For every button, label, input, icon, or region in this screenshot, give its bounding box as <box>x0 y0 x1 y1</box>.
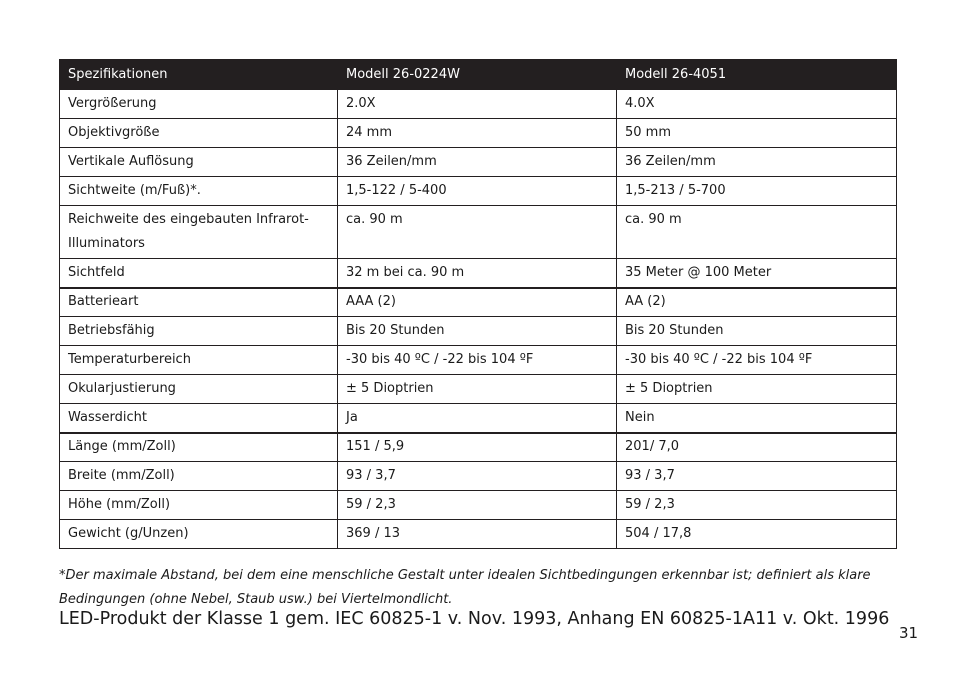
spec-value-model-2: AA (2) <box>617 288 897 317</box>
spec-value-model-2: 35 Meter @ 100 Meter <box>617 259 897 288</box>
table-row <box>60 491 897 520</box>
led-class-note: LED-Produkt der Klasse 1 gem. IEC 60825-1 v. Nov. 1993, Anhang EN 60825-1A11 v. Okt. 1996 <box>59 609 890 629</box>
spec-value-model-1: -30 bis 40 ºC / -22 bis 104 ºF <box>338 346 617 375</box>
spec-value-model-2: -30 bis 40 ºC / -22 bis 104 ºF <box>617 346 897 375</box>
spec-label: Sichtfeld <box>60 259 338 288</box>
header-modell-26-0224w: Modell 26-0224W <box>338 60 617 90</box>
spec-value-model-2: 201/ 7,0 <box>617 433 897 462</box>
spec-value-model-1: Ja <box>338 404 617 433</box>
spec-table <box>59 59 897 549</box>
spec-value-model-2: ca. 90 m <box>617 206 897 259</box>
spec-value-model-2: ± 5 Dioptrien <box>617 375 897 404</box>
table-row <box>60 259 897 288</box>
table-row <box>60 206 897 259</box>
spec-label: Gewicht (g/Unzen) <box>60 520 338 549</box>
spec-value-model-2: Nein <box>617 404 897 433</box>
table-row <box>60 404 897 433</box>
table-row <box>60 462 897 491</box>
table-row <box>60 90 897 119</box>
spec-value-model-1: Bis 20 Stunden <box>338 317 617 346</box>
spec-value-model-1: 24 mm <box>338 119 617 148</box>
table-row <box>60 288 897 317</box>
table-row <box>60 375 897 404</box>
footnote: *Der maximale Abstand, bei dem eine menschliche Gestalt unter idealen Sichtbedingungen erkennbar ist; definiert als klare Bedingungen (ohne Nebel, Staub usw.) bei Viertelmondlicht. <box>59 568 871 607</box>
table-row <box>60 317 897 346</box>
spec-value-model-1: 36 Zeilen/mm <box>338 148 617 177</box>
spec-value-model-1: ± 5 Dioptrien <box>338 375 617 404</box>
spec-label: Okularjustierung <box>60 375 338 404</box>
spec-label: Betriebsfähig <box>60 317 338 346</box>
header-spezifikationen: Spezifikationen <box>60 60 338 90</box>
table-row <box>60 119 897 148</box>
page-number: 31 <box>899 624 919 642</box>
spec-label: Sichtweite (m/Fuß)*. <box>60 177 338 206</box>
spec-value-model-1: 151 / 5,9 <box>338 433 617 462</box>
spec-value-model-2: 504 / 17,8 <box>617 520 897 549</box>
spec-label: Länge (mm/Zoll) <box>60 433 338 462</box>
spec-label: Vertikale Auflösung <box>60 148 338 177</box>
spec-label: Höhe (mm/Zoll) <box>60 491 338 520</box>
spec-label: Breite (mm/Zoll) <box>60 462 338 491</box>
spec-value-model-1: 1,5-122 / 5-400 <box>338 177 617 206</box>
spec-value-model-1: 369 / 13 <box>338 520 617 549</box>
spec-label: Vergrößerung <box>60 90 338 119</box>
spec-label: Temperaturbereich <box>60 346 338 375</box>
table-row <box>60 148 897 177</box>
table-row <box>60 520 897 549</box>
spec-label: Wasserdicht <box>60 404 338 433</box>
spec-label: Objektivgröße <box>60 119 338 148</box>
spec-value-model-1: ca. 90 m <box>338 206 617 259</box>
table-row <box>60 346 897 375</box>
spec-value-model-2: 50 mm <box>617 119 897 148</box>
spec-value-model-1: AAA (2) <box>338 288 617 317</box>
spec-value-model-2: 93 / 3,7 <box>617 462 897 491</box>
spec-value-model-2: 36 Zeilen/mm <box>617 148 897 177</box>
table-header-row <box>60 60 897 90</box>
spec-label: Batterieart <box>60 288 338 317</box>
spec-value-model-2: 59 / 2,3 <box>617 491 897 520</box>
table-row <box>60 177 897 206</box>
spec-value-model-2: 4.0X <box>617 90 897 119</box>
table-row <box>60 433 897 462</box>
spec-value-model-1: 2.0X <box>338 90 617 119</box>
spec-label: Reichweite des eingebauten Infrarot-Illuminators <box>60 206 338 259</box>
spec-value-model-2: 1,5-213 / 5-700 <box>617 177 897 206</box>
header-modell-26-4051: Modell 26-4051 <box>617 60 897 90</box>
spec-value-model-2: Bis 20 Stunden <box>617 317 897 346</box>
spec-value-model-1: 59 / 2,3 <box>338 491 617 520</box>
spec-value-model-1: 93 / 3,7 <box>338 462 617 491</box>
spec-value-model-1: 32 m bei ca. 90 m <box>338 259 617 288</box>
